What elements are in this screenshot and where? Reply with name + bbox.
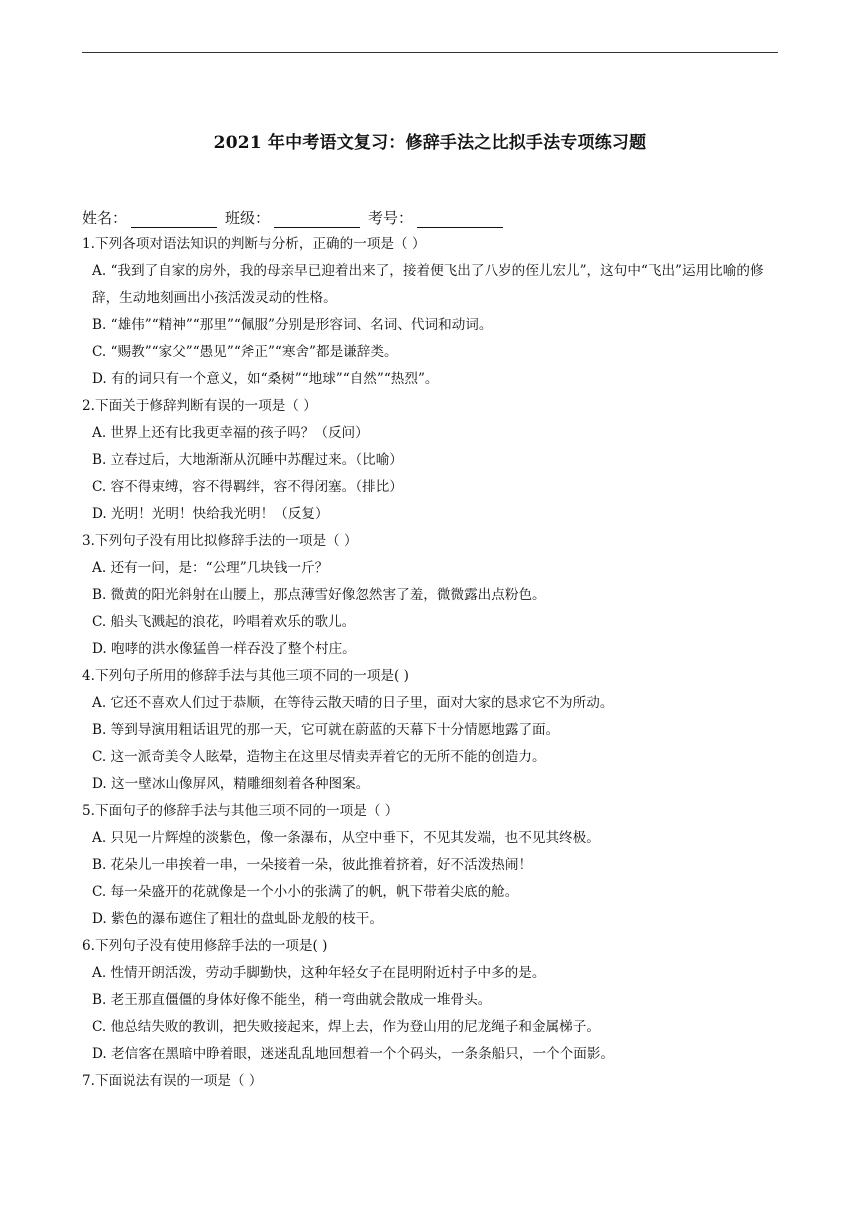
option-a	[82, 555, 782, 582]
option-text: A. 它还不喜欢人们过于恭顺，在等待云散天晴的日子里，面对大家的恳求它不为所动。	[92, 695, 614, 711]
exam-number-blank[interactable]	[417, 213, 503, 228]
option-text: D. 这一壁冰山像屏风，精雕细刻着各种图案。	[92, 776, 370, 792]
question-stem: 6.下列句子没有使用修辞手法的一项是( )	[82, 938, 328, 954]
option-text: B. 花朵儿一串挨着一串，一朵接着一朵，彼此推着挤着，好不活泼热闹！	[92, 857, 533, 873]
student-info-line	[82, 207, 511, 228]
option-b	[82, 852, 782, 879]
option-c	[82, 1014, 782, 1041]
option-text: B. 老王那直僵僵的身体好像不能坐，稍一弯曲就会散成一堆骨头。	[92, 992, 492, 1008]
option-text: D. 光明！光明！快给我光明！（反复）	[92, 506, 329, 522]
option-c	[82, 744, 782, 771]
question-stem: 4.下列句子所用的修辞手法与其他三项不同的一项是( )	[82, 668, 409, 684]
option-b	[82, 582, 782, 609]
option-b	[82, 717, 782, 744]
option-text: B. 立春过后，大地渐渐从沉睡中苏醒过来。（比喻）	[92, 452, 403, 468]
option-a	[82, 960, 782, 987]
option-text: B. 等到导演用粗话诅咒的那一天，它可就在蔚蓝的天幕下十分情愿地露了面。	[92, 722, 560, 738]
option-text: A. 只见一片辉煌的淡紫色，像一条瀑布，从空中垂下，不见其发端，也不见其终极。	[92, 830, 600, 846]
option-d	[82, 366, 782, 393]
option-text: C. 他总结失败的教训，把失败接起来，焊上去，作为登山用的尼龙绳子和金属梯子。	[92, 1019, 600, 1035]
exam-number-label: 考号：	[368, 209, 414, 227]
option-d	[82, 771, 782, 798]
option-d	[82, 636, 782, 663]
option-a	[82, 825, 782, 852]
question-stem: 5.下面句子的修辞手法与其他三项不同的一项是（ ）	[82, 803, 399, 819]
option-text: C. 每一朵盛开的花就像是一个小小的张满了的帆，帆下带着尖底的舱。	[92, 884, 519, 900]
header-rule	[82, 52, 778, 53]
option-text: C. 船头飞溅起的浪花，吟唱着欢乐的歌儿。	[92, 614, 356, 630]
option-d	[82, 906, 782, 933]
option-text: C. “赐教”“家父”“愚见”“斧正”“寒舍”都是谦辞类。	[92, 344, 398, 360]
option-c	[82, 609, 782, 636]
option-text: B. “雄伟”“精神”“那里”“佩服”分别是形容词、名词、代词和动词。	[92, 317, 493, 333]
option-a	[82, 258, 782, 312]
question-4	[82, 663, 782, 798]
option-c	[82, 339, 782, 366]
class-label: 班级：	[225, 209, 271, 227]
option-b	[82, 447, 782, 474]
option-text: D. 咆哮的洪水像猛兽一样吞没了整个村庄。	[92, 641, 356, 657]
question-1	[82, 231, 782, 393]
page-title: 2021 年中考语文复习：修辞手法之比拟手法专项练习题	[213, 133, 647, 153]
question-6	[82, 933, 782, 1068]
question-3	[82, 528, 782, 663]
question-stem: 7.下面说法有误的一项是（ ）	[82, 1073, 263, 1089]
option-c	[82, 879, 782, 906]
option-a	[82, 420, 782, 447]
name-blank[interactable]	[131, 213, 217, 228]
option-text: A. 性情开朗活泼，劳动手脚勤快，这种年轻女子在昆明附近村子中多的是。	[92, 965, 546, 981]
option-text: C. 这一派奇美令人眩晕，造物主在这里尽情卖弄着它的无所不能的创造力。	[92, 749, 546, 765]
option-text: D. 有的词只有一个意义，如“桑树”“地球”“自然”“热烈”。	[92, 371, 439, 387]
question-stem: 2.下面关于修辞判断有误的一项是（ ）	[82, 398, 317, 414]
option-d	[82, 1041, 782, 1068]
option-text: A. 还有一问，是：“公理”几块钱一斤？	[92, 560, 329, 576]
option-b	[82, 987, 782, 1014]
option-text: B. 微黄的阳光斜射在山腰上，那点薄雪好像忽然害了羞，微微露出点粉色。	[92, 587, 546, 603]
option-b	[82, 312, 782, 339]
question-list	[82, 231, 782, 1095]
question-7	[82, 1068, 782, 1095]
option-text: C. 容不得束缚，容不得羁绊，容不得闭塞。（排比）	[92, 479, 403, 495]
question-2	[82, 393, 782, 528]
option-d	[82, 501, 782, 528]
class-blank[interactable]	[274, 213, 360, 228]
question-stem: 3.下列句子没有用比拟修辞手法的一项是（ ）	[82, 533, 358, 549]
option-c	[82, 474, 782, 501]
question-stem: 1.下列各项对语法知识的判断与分析，正确的一项是（ ）	[82, 236, 426, 252]
name-label: 姓名：	[82, 209, 128, 227]
option-a	[82, 690, 782, 717]
option-text: A. 世界上还有比我更幸福的孩子吗？（反问）	[92, 425, 369, 441]
option-text: D. 老信客在黑暗中睁着眼，迷迷乱乱地回想着一个个码头，一条条船只，一个个面影。	[92, 1046, 615, 1062]
option-text: A. “我到了自家的房外，我的母亲早已迎着出来了，接着便飞出了八岁的侄儿宏儿”，这句中“飞出”运用比喻的修辞，生动地刻画出小孩活泼灵动的性格。	[92, 263, 764, 306]
option-text: D. 紫色的瀑布遮住了粗壮的盘虬卧龙般的枝干。	[92, 911, 383, 927]
question-5	[82, 798, 782, 933]
